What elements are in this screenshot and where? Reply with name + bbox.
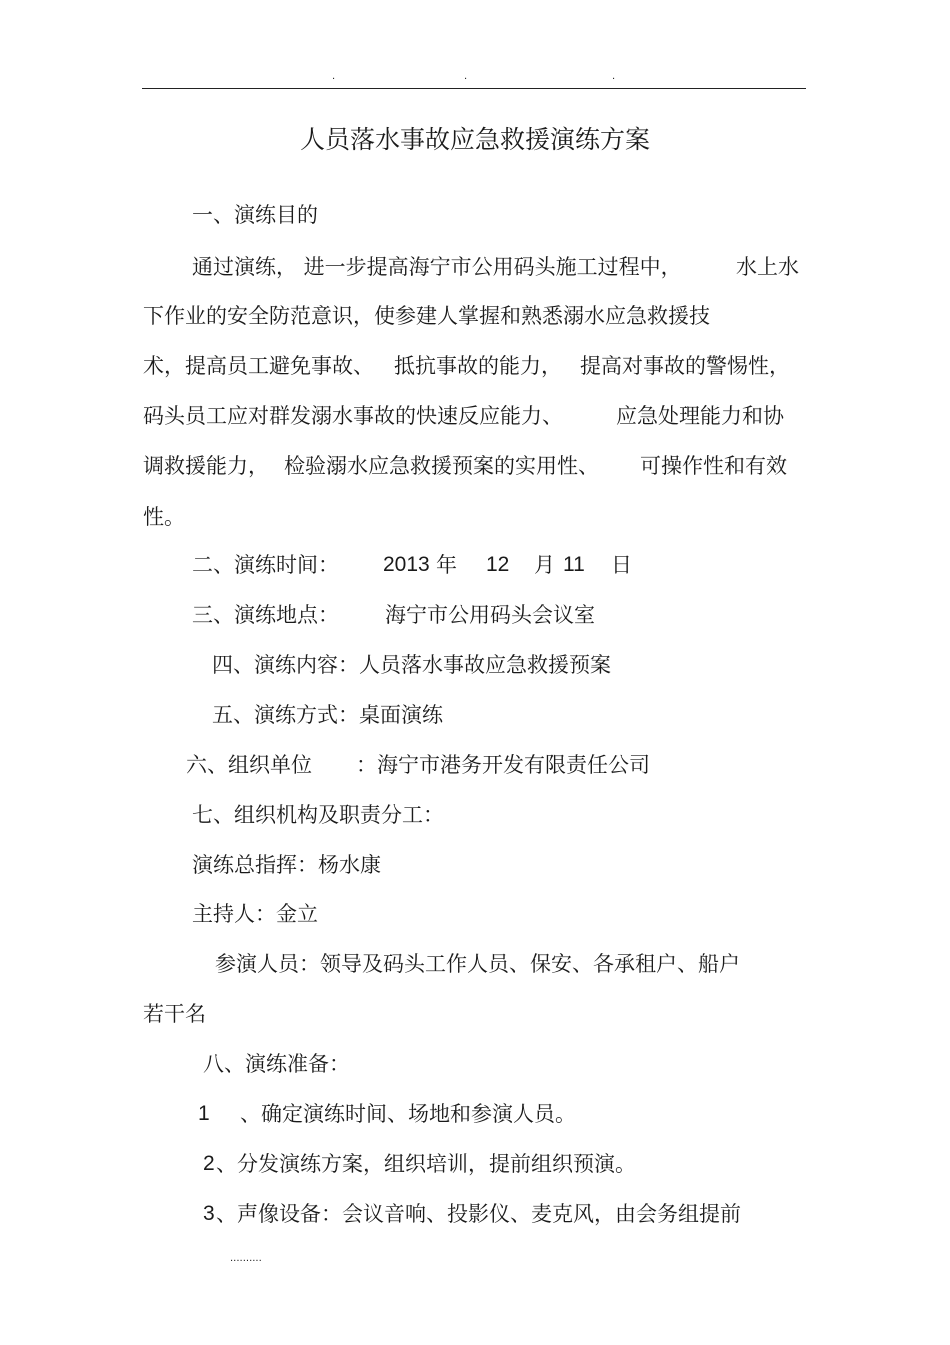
- section3-label: 三、演练地点：: [192, 603, 339, 627]
- date-day-unit: 日: [611, 553, 632, 577]
- para-line-5c: 可操作性和有效: [640, 454, 787, 478]
- document-title: 人员落水事故应急救援演练方案: [299, 125, 650, 154]
- prep-item-2-number: 2: [203, 1152, 215, 1175]
- prep-item-3-number: 3: [203, 1202, 215, 1225]
- section2-label: 二、演练时间：: [192, 553, 339, 577]
- section3-value: 海宁市公用码头会议室: [385, 603, 595, 627]
- date-month: 12: [486, 553, 510, 576]
- para-line-5b: 检验溺水应急救援预案的实用性、: [284, 454, 599, 478]
- date-year-unit: 年: [436, 553, 457, 577]
- section6-value: ：海宁市港务开发有限责任公司: [356, 753, 650, 777]
- section4-text: 四、演练内容：人员落水事故应急救援预案: [212, 653, 611, 677]
- section5-text: 五、演练方式：桌面演练: [212, 703, 443, 727]
- para-line-3a: 术，提高员工避免事故、: [143, 354, 374, 378]
- section1-heading: 一、演练目的: [192, 203, 318, 227]
- section7-heading: 七、组织机构及职责分工：: [192, 803, 444, 827]
- header-dot: .: [612, 71, 616, 82]
- para-line-1b: 水上水: [736, 255, 799, 279]
- date-day: 11: [563, 553, 585, 576]
- date-month-unit: 月: [534, 553, 555, 577]
- header-dots: [142, 70, 806, 84]
- prep-item-3-text: 、声像设备：会议音响、投影仪、麦克风，由会务组提前: [216, 1202, 741, 1226]
- header-dot: .: [332, 71, 336, 82]
- section6-label: 六、组织单位: [186, 753, 312, 777]
- section8-heading: 八、演练准备：: [203, 1052, 350, 1076]
- para-line-4a: 码头员工应对群发溺水事故的快速反应能力、: [143, 404, 563, 428]
- prep-item-2-text: 、分发演练方案，组织培训，提前组织预演。: [216, 1152, 636, 1176]
- footer-dots: ..........: [230, 1253, 262, 1264]
- para-line-3b: 抵抗事故的能力，: [394, 354, 562, 378]
- participants-line-1: 参演人员：领导及码头工作人员、保安、各承租户、船户: [215, 952, 740, 976]
- para-line-1a: 通过演练， 进一步提高海宁市公用码头施工过程中，: [192, 255, 682, 279]
- prep-item-1-number: 1: [198, 1102, 210, 1125]
- para-line-3c: 提高对事故的警惕性，: [580, 354, 790, 378]
- host-line: 主持人：金立: [192, 902, 318, 926]
- header-rule: [142, 88, 806, 89]
- para-line-2: 下作业的安全防范意识，使参建人掌握和熟悉溺水应急救援技: [143, 304, 710, 328]
- prep-item-1-text: 、确定演练时间、场地和参演人员。: [240, 1102, 576, 1126]
- participants-line-2: 若干名: [143, 1002, 206, 1026]
- para-line-4b: 应急处理能力和协: [616, 404, 784, 428]
- header-dot: .: [464, 71, 468, 82]
- para-line-5a: 调救援能力，: [143, 454, 269, 478]
- date-year: 2013: [383, 553, 430, 576]
- para-line-6: 性。: [143, 505, 185, 529]
- commander-line: 演练总指挥：杨水康: [192, 853, 381, 877]
